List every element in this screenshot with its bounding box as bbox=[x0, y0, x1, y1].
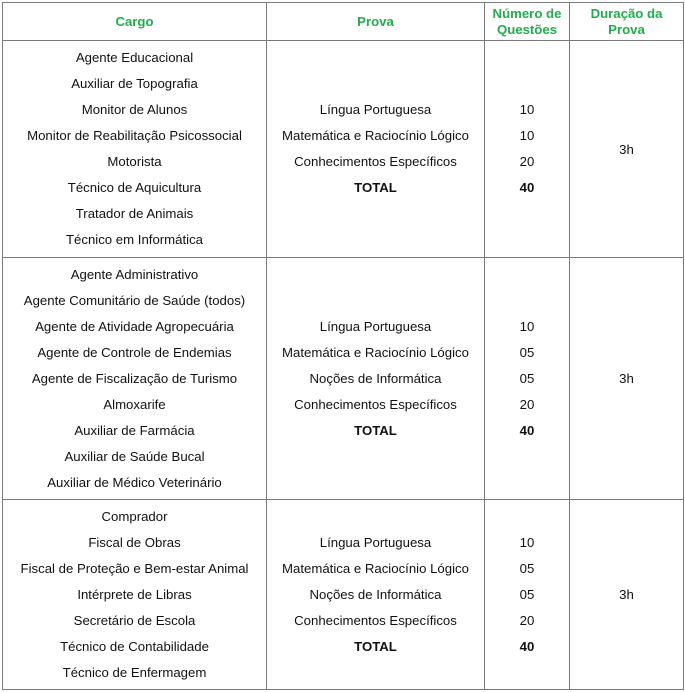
block-row bbox=[3, 41, 684, 258]
prova-total: TOTAL bbox=[354, 180, 397, 195]
cargo-item: Fiscal de Proteção e Bem-estar Animal bbox=[20, 560, 249, 576]
prova-item: Conhecimentos Específicos bbox=[294, 154, 457, 169]
prova-total: TOTAL bbox=[354, 422, 397, 438]
header-cargo: Cargo bbox=[3, 3, 267, 41]
header-numero-line-2: Questões bbox=[496, 21, 558, 37]
prova-item: Língua Portuguesa bbox=[319, 318, 432, 334]
questoes-cell bbox=[485, 41, 570, 258]
block-row bbox=[3, 258, 684, 500]
cargo-item: Motorista bbox=[107, 154, 162, 169]
cargo-item: Técnico de Enfermagem bbox=[62, 664, 207, 680]
prova-item: Matemática e Raciocínio Lógico bbox=[282, 344, 469, 360]
cargo-item: Tratador de Animais bbox=[75, 206, 194, 221]
cargo-item: Auxiliar de Médico Veterinário bbox=[47, 474, 222, 490]
cargo-item: Almoxarife bbox=[103, 396, 166, 412]
cargo-item: Fiscal de Obras bbox=[88, 534, 181, 550]
block-row bbox=[3, 500, 684, 690]
questoes-item: 10 bbox=[519, 318, 535, 334]
prova-item: Matemática e Raciocínio Lógico bbox=[282, 560, 469, 576]
prova-item: Noções de Informática bbox=[309, 586, 442, 602]
cargo-item: Monitor de Alunos bbox=[81, 102, 188, 117]
prova-cell bbox=[267, 41, 485, 258]
exam-table bbox=[2, 2, 684, 690]
cargo-cell bbox=[3, 258, 267, 500]
duracao-cell: 3h bbox=[570, 258, 684, 500]
cargo-item: Agente Comunitário de Saúde (todos) bbox=[23, 292, 246, 308]
prova-item: Conhecimentos Específicos bbox=[294, 396, 457, 412]
cargo-item: Auxiliar de Topografia bbox=[71, 76, 198, 91]
prova-total: TOTAL bbox=[354, 638, 397, 654]
header-duracao bbox=[570, 3, 684, 41]
prova-cell bbox=[267, 258, 485, 500]
prova-item: Matemática e Raciocínio Lógico bbox=[282, 128, 469, 143]
questoes-item: 05 bbox=[519, 344, 535, 360]
questoes-item: 10 bbox=[519, 102, 535, 117]
header-duracao-line-2: Prova bbox=[608, 21, 645, 37]
prova-item: Conhecimentos Específicos bbox=[294, 612, 457, 628]
duracao-cell: 3h bbox=[570, 500, 684, 690]
questoes-cell bbox=[485, 500, 570, 690]
questoes-total: 40 bbox=[519, 180, 535, 195]
cargo-item: Auxiliar de Saúde Bucal bbox=[64, 448, 205, 464]
questoes-item: 20 bbox=[519, 396, 535, 412]
cargo-item: Técnico de Contabilidade bbox=[60, 638, 209, 654]
cargo-item: Técnico de Aquicultura bbox=[67, 180, 202, 195]
prova-item: Língua Portuguesa bbox=[319, 534, 432, 550]
header-duracao-line-1: Duração da bbox=[590, 5, 663, 21]
header-row bbox=[3, 3, 684, 41]
questoes-item: 05 bbox=[519, 370, 535, 386]
questoes-item: 10 bbox=[519, 128, 535, 143]
cargo-item: Agente de Fiscalização de Turismo bbox=[31, 370, 238, 386]
questoes-item: 10 bbox=[519, 534, 535, 550]
cargo-item: Agente de Controle de Endemias bbox=[37, 344, 232, 360]
cargo-item: Agente Educacional bbox=[75, 50, 194, 65]
cargo-item: Auxiliar de Farmácia bbox=[74, 422, 195, 438]
questoes-total: 40 bbox=[519, 422, 535, 438]
duracao-cell: 3h bbox=[570, 41, 684, 258]
cargo-item: Monitor de Reabilitação Psicossocial bbox=[27, 128, 242, 143]
questoes-total: 40 bbox=[519, 638, 535, 654]
questoes-cell bbox=[485, 258, 570, 500]
cargo-cell bbox=[3, 500, 267, 690]
questoes-item: 20 bbox=[519, 612, 535, 628]
cargo-item: Intérprete de Libras bbox=[77, 586, 192, 602]
questoes-item: 05 bbox=[519, 586, 535, 602]
cargo-item: Secretário de Escola bbox=[73, 612, 196, 628]
header-numero-questoes bbox=[485, 3, 570, 41]
cargo-item: Agente de Atividade Agropecuária bbox=[35, 318, 234, 334]
questoes-item: 05 bbox=[519, 560, 535, 576]
cargo-item: Agente Administrativo bbox=[70, 266, 199, 282]
prova-item: Língua Portuguesa bbox=[319, 102, 432, 117]
prova-cell bbox=[267, 500, 485, 690]
header-prova: Prova bbox=[267, 3, 485, 41]
questoes-item: 20 bbox=[519, 154, 535, 169]
cargo-item: Comprador bbox=[101, 508, 168, 524]
header-numero-line-1: Número de bbox=[492, 5, 562, 21]
prova-item: Noções de Informática bbox=[309, 370, 442, 386]
cargo-cell bbox=[3, 41, 267, 258]
cargo-item: Técnico em Informática bbox=[65, 232, 204, 247]
